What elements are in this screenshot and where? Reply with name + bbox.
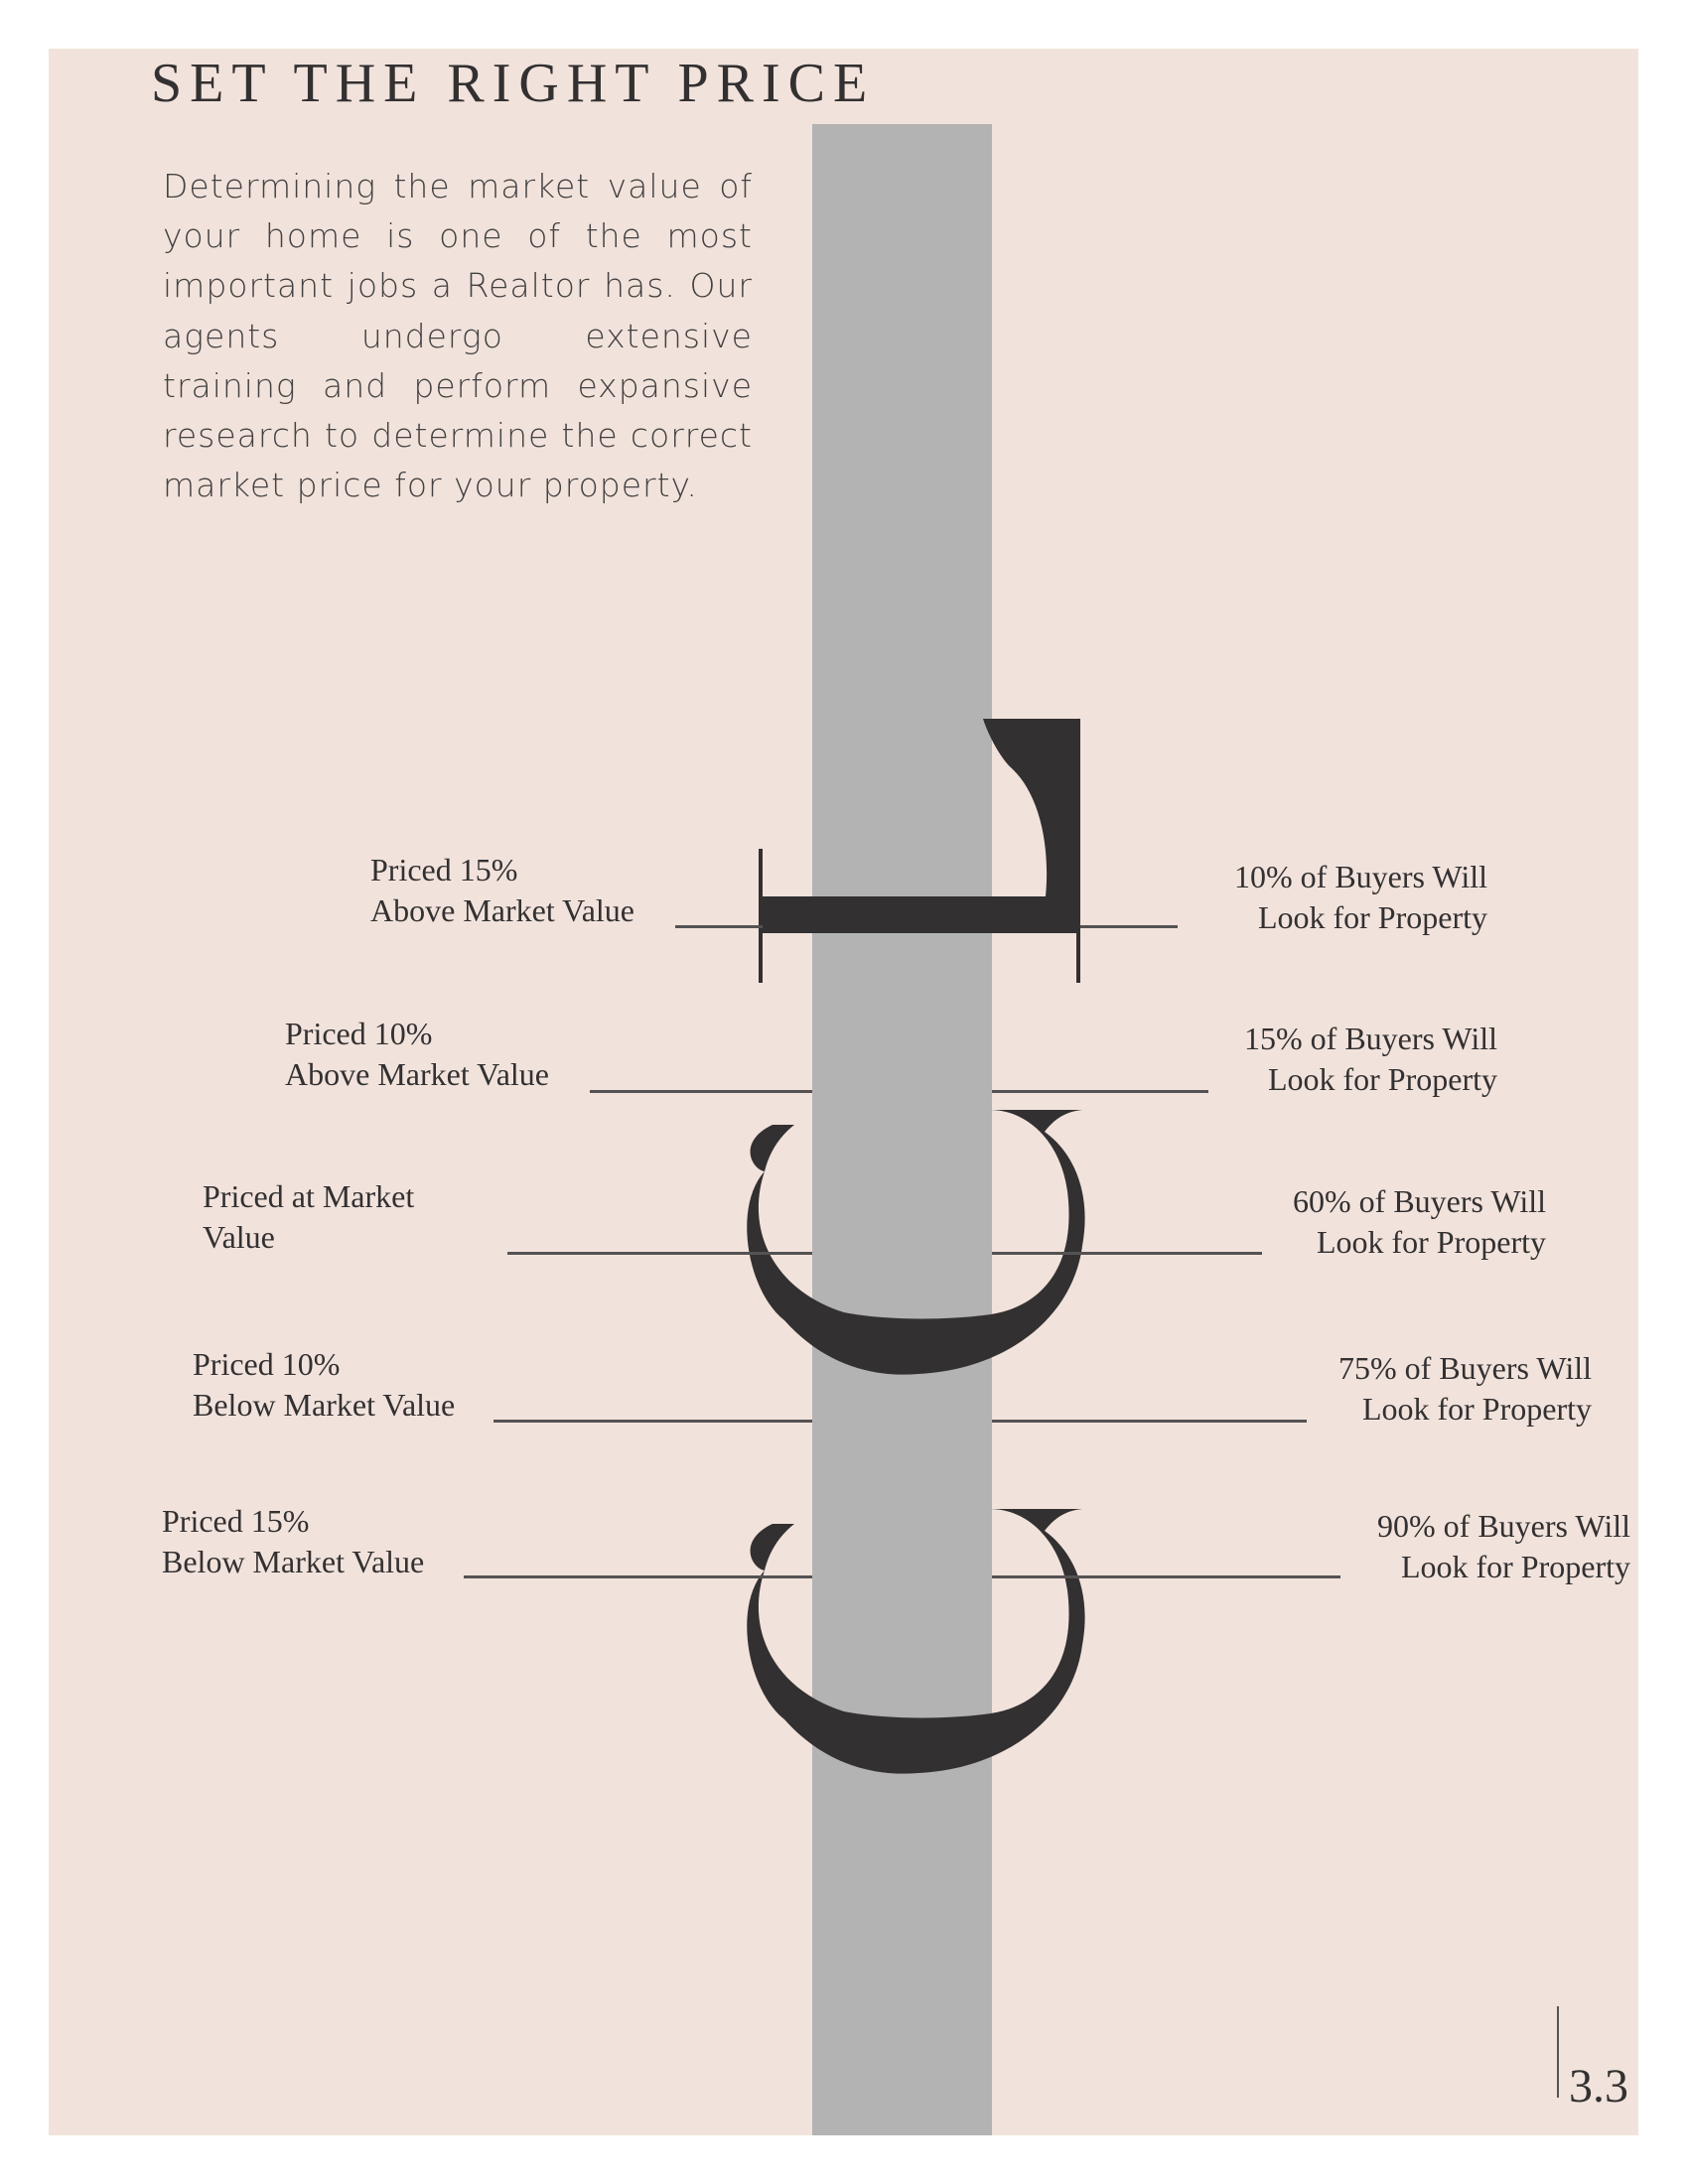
- buyers-label-5-line1: 90% of Buyers Will: [1377, 1508, 1630, 1544]
- connector-right-3: [992, 1252, 1262, 1255]
- connector-right-2: [992, 1090, 1208, 1093]
- monogram-g-upper-icon: [747, 1110, 1084, 1375]
- buyers-label-2: [1244, 1019, 1497, 1100]
- price-label-5-line2: Below Market Value: [162, 1544, 425, 1579]
- buyers-label-4-line2: Look for Property: [1361, 1391, 1592, 1427]
- connector-left-1: [675, 925, 763, 928]
- buyers-label-2-line1: 15% of Buyers Will: [1244, 1021, 1497, 1056]
- buyers-label-2-line2: Look for Property: [1267, 1061, 1497, 1097]
- page-title: SET THE RIGHT PRICE: [151, 53, 876, 114]
- monogram-l-icon: [759, 719, 1080, 983]
- price-label-5: [162, 1501, 424, 1582]
- price-label-4: [193, 1344, 455, 1426]
- buyers-label-1-line2: Look for Property: [1257, 899, 1487, 935]
- page-number: 3.3: [1569, 2060, 1628, 2113]
- buyers-label-5: [1377, 1506, 1630, 1587]
- connector-right-4: [992, 1420, 1307, 1423]
- page-number-divider: [1557, 2006, 1559, 2098]
- price-label-2-line1: Priced 10%: [285, 1016, 433, 1051]
- buyers-label-1-line1: 10% of Buyers Will: [1234, 859, 1487, 894]
- price-label-2-line2: Above Market Value: [285, 1056, 549, 1092]
- price-label-1-line1: Priced 15%: [370, 852, 518, 887]
- price-label-5-line1: Priced 15%: [162, 1503, 310, 1539]
- connector-left-4: [493, 1420, 812, 1423]
- price-label-3: [203, 1176, 414, 1258]
- price-label-4-line2: Below Market Value: [193, 1387, 456, 1423]
- buyers-label-3-line2: Look for Property: [1316, 1224, 1546, 1260]
- connector-right-1: [1080, 925, 1178, 928]
- price-label-3-line2: Value: [203, 1219, 275, 1255]
- connector-left-3: [507, 1252, 812, 1255]
- monogram-g-lower-icon: [747, 1509, 1084, 1774]
- connector-left-2: [590, 1090, 812, 1093]
- buyers-label-4: [1338, 1348, 1592, 1430]
- buyers-label-3: [1293, 1181, 1546, 1263]
- connector-right-5: [992, 1575, 1340, 1578]
- intro-paragraph: Determining the market value of your home is one of the most important jobs a Realtor has. Our agents undergo extensive training and perform expansive research to determine the correct market price for your property.: [163, 167, 753, 505]
- price-label-3-line1: Priced at Market: [203, 1178, 415, 1214]
- price-label-4-line1: Priced 10%: [193, 1346, 341, 1382]
- buyers-label-5-line2: Look for Property: [1400, 1549, 1630, 1584]
- connector-left-5: [464, 1575, 812, 1578]
- buyers-label-4-line1: 75% of Buyers Will: [1338, 1350, 1592, 1386]
- buyers-label-1: [1234, 857, 1487, 938]
- price-label-2: [285, 1014, 549, 1095]
- price-label-1: [370, 850, 634, 931]
- price-label-1-line2: Above Market Value: [370, 892, 634, 928]
- buyers-label-3-line1: 60% of Buyers Will: [1293, 1183, 1546, 1219]
